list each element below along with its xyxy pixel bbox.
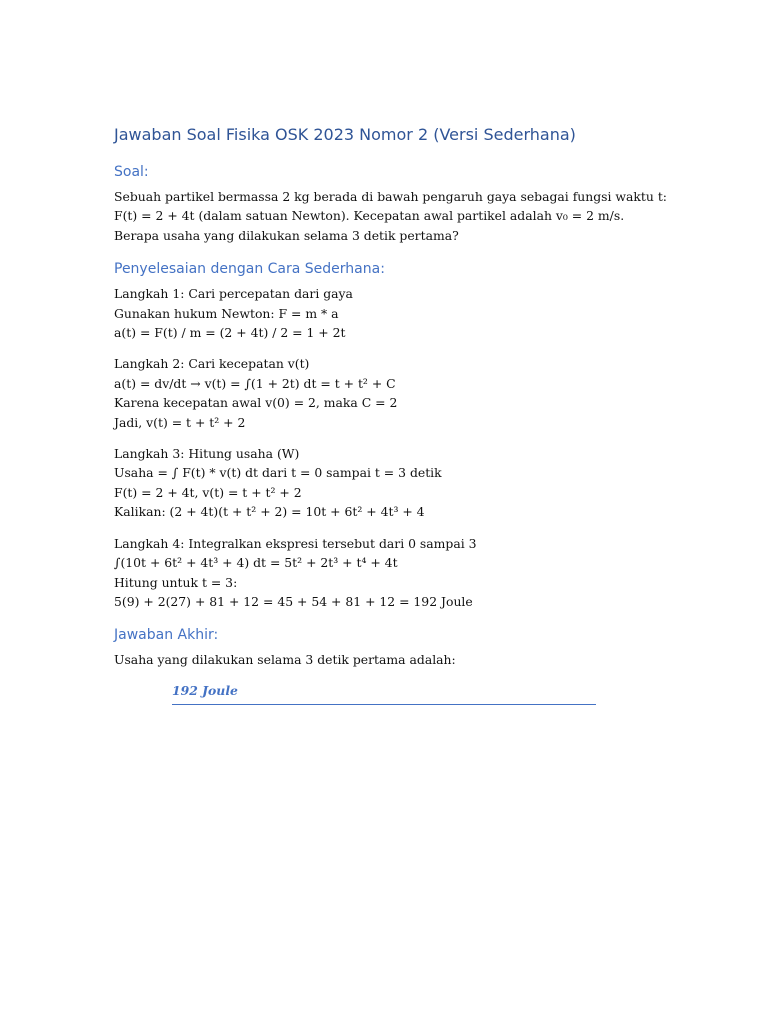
- step-line: Hitung untuk t = 3:: [114, 574, 238, 590]
- soal-heading: Soal:: [114, 164, 149, 180]
- step-line: Jadi, v(t) = t + t² + 2: [114, 414, 246, 430]
- soal-line: Berapa usaha yang dilakukan selama 3 detik pertama?: [114, 227, 459, 243]
- step-line: Karena kecepatan awal v(0) = 2, maka C = 2: [114, 395, 398, 411]
- step-line: a(t) = F(t) / m = (2 + 4t) / 2 = 1 + 2t: [114, 325, 346, 341]
- step-line: Gunakan hukum Newton: F = m * a: [114, 305, 339, 321]
- jawaban-line: Usaha yang dilakukan selama 3 detik pertama adalah:: [114, 652, 456, 668]
- step-1: [114, 284, 654, 342]
- document-page: [114, 124, 667, 719]
- step-4: [114, 534, 654, 612]
- step-line: ∫(10t + 6t² + 4t³ + 4) dt = 5t² + 2t³ + t⁴ + 4t: [114, 555, 398, 571]
- step-line: Langkah 4: Integralkan ekspresi tersebut dari 0 sampai 3: [114, 535, 477, 551]
- jawaban-heading: Jawaban Akhir:: [114, 627, 219, 644]
- soal-section: [114, 162, 667, 245]
- document-title: Jawaban Soal Fisika OSK 2023 Nomor 2 (Versi Sederhana): [114, 125, 576, 144]
- step-3: [114, 444, 654, 522]
- step-line: F(t) = 2 + 4t, v(t) = t + t² + 2: [114, 484, 302, 500]
- step-line: Langkah 1: Cari percepatan dari gaya: [114, 286, 353, 302]
- step-line: Langkah 3: Hitung usaha (W): [114, 446, 300, 462]
- step-2: [114, 354, 654, 432]
- step-line: 5(9) + 2(27) + 81 + 12 = 45 + 54 + 81 + 12 = 192 Joule: [114, 593, 473, 609]
- step-line: Langkah 2: Cari kecepatan v(t): [114, 356, 310, 372]
- final-answer: 192 Joule: [172, 682, 238, 698]
- soal-line: Sebuah partikel bermassa 2 kg berada di bawah pengaruh gaya sebagai fungsi waktu t:: [114, 189, 667, 204]
- soal-line: F(t) = 2 + 4t (dalam satuan Newton). Kecepatan awal partikel adalah v₀ = 2 m/s.: [114, 208, 625, 224]
- step-line: a(t) = dv/dt → v(t) = ∫(1 + 2t) dt = t + t² + C: [114, 375, 396, 391]
- step-line: Kalikan: (2 + 4t)(t + t² + 2) = 10t + 6t² + 4t³ + 4: [114, 504, 425, 520]
- penyelesaian-section: [114, 259, 654, 611]
- jawaban-section: [114, 625, 654, 704]
- final-answer-box: [172, 682, 596, 705]
- step-line: Usaha = ∫ F(t) * v(t) dt dari t = 0 sampai t = 3 detik: [114, 465, 442, 481]
- penyelesaian-heading: Penyelesaian dengan Cara Sederhana:: [114, 261, 385, 278]
